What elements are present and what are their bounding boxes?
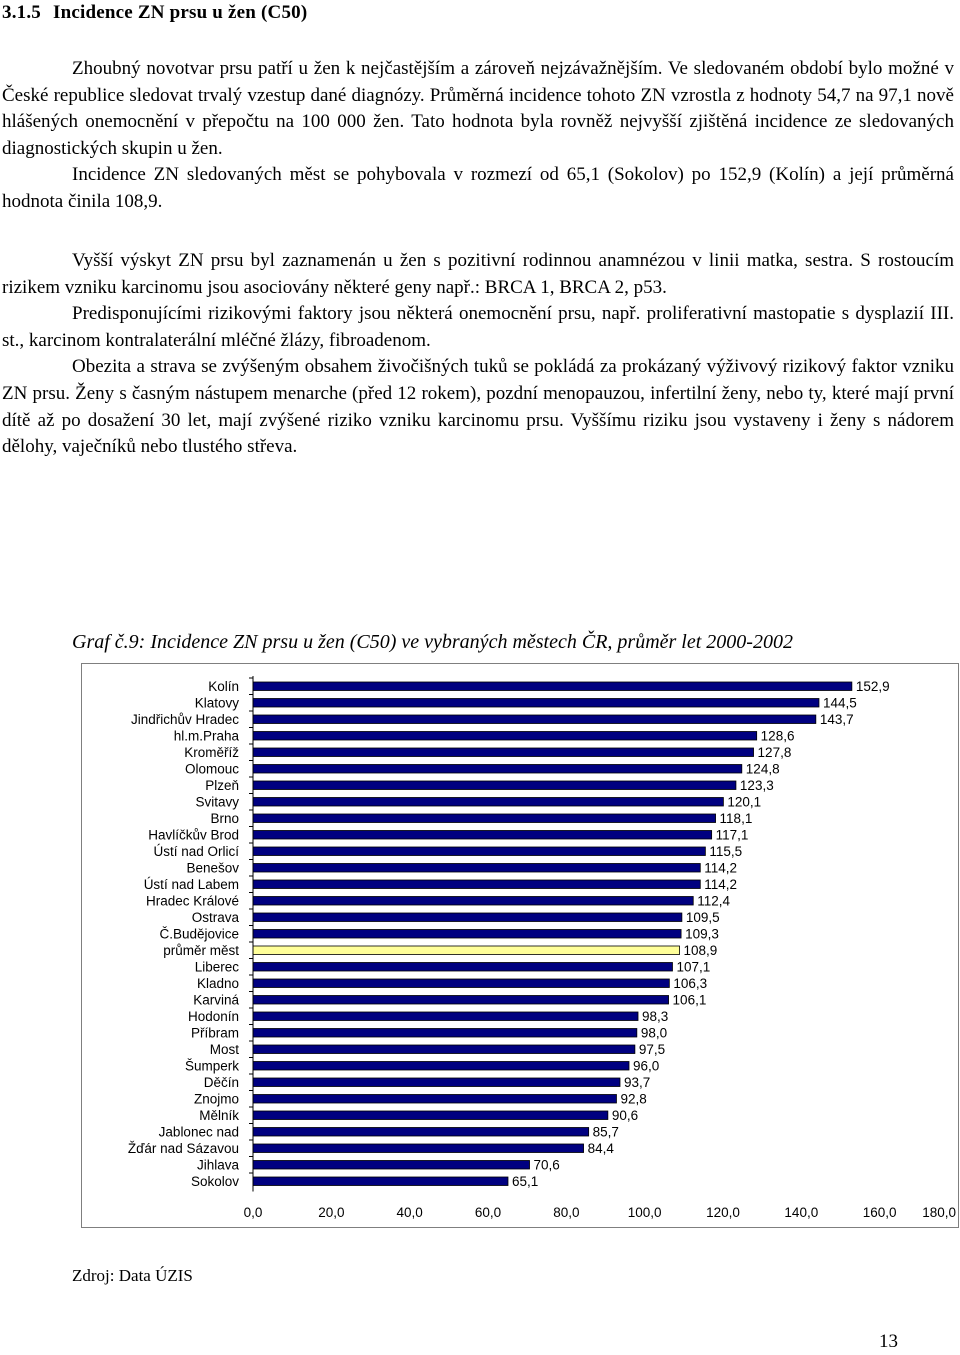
- value-label: 98,0: [640, 1025, 668, 1041]
- paragraph-3: Vyšší výskyt ZN prsu byl zaznamenán u žen s pozitivní rodinnou anamnézou v linii matka, sestra. S rostoucím rizikem vzniku karcinomu jsou asociovány některé geny např.: BRCA 1, BRCA 2, p53.: [2, 250, 954, 298]
- value-label: 128,6: [760, 728, 795, 744]
- x-tick-labels: [244, 1205, 956, 1220]
- text-block-1: [2, 56, 954, 216]
- category-label: průměr měst: [163, 942, 239, 958]
- bar: [253, 1177, 508, 1186]
- category-label: Havlíčkův Brod: [148, 827, 239, 843]
- value-label: 118,1: [719, 810, 753, 826]
- x-tick-label: 140,0: [784, 1205, 819, 1220]
- bar-chart: [82, 664, 958, 1227]
- value-label: 109,5: [685, 909, 720, 925]
- category-label: Jablonec nad: [158, 1124, 239, 1140]
- bar: [253, 1144, 584, 1153]
- category-label: Svitavy: [195, 794, 239, 810]
- bar: [253, 880, 700, 889]
- x-tick-label: 180,0: [922, 1205, 956, 1220]
- bar: [253, 864, 700, 873]
- bar: [253, 699, 819, 708]
- bar: [253, 1161, 530, 1170]
- value-label: 123,3: [739, 777, 774, 793]
- category-label: Hradec Králové: [145, 893, 239, 909]
- bar: [253, 1111, 608, 1120]
- figure-source: Zdroj: Data ÚZIS: [72, 1266, 193, 1285]
- value-label: 143,7: [819, 711, 854, 727]
- value-label: 120,1: [727, 794, 762, 810]
- value-label: 115,5: [709, 843, 743, 859]
- category-label: Plzeň: [205, 777, 239, 793]
- value-label: 84,4: [587, 1140, 614, 1156]
- page-number: 13: [879, 1331, 898, 1352]
- value-label: 106,3: [673, 975, 708, 991]
- bar: [253, 1012, 638, 1021]
- paragraph-4: Predisponujícími rizikovými faktory jsou některá onemocnění prsu, např. proliferativní mastopatie s dysplazií III. st., karcinom kontralaterální mléčné žlázy, fibroadenom.: [2, 303, 954, 351]
- section-number: 3.1.5: [2, 2, 41, 23]
- bar: [253, 1128, 589, 1137]
- value-label: 65,1: [511, 1173, 539, 1189]
- bar-average: [253, 946, 680, 955]
- figure-caption: Graf č.9: Incidence ZN prsu u žen (C50) ve vybraných městech ČR, průměr let 2000-2002: [72, 631, 793, 653]
- bar: [253, 814, 716, 823]
- value-label: 92,8: [620, 1091, 647, 1107]
- category-label: Olomouc: [184, 761, 239, 777]
- bar: [253, 996, 669, 1005]
- category-labels: [128, 679, 240, 1189]
- bar: [253, 913, 682, 922]
- value-label: 152,9: [855, 678, 890, 694]
- bar: [253, 798, 723, 807]
- value-label: 127,8: [757, 744, 792, 760]
- value-label: 107,1: [676, 959, 711, 975]
- bar: [253, 732, 757, 741]
- value-label: 93,7: [623, 1074, 651, 1090]
- category-label: Žďár nad Sázavou: [127, 1140, 239, 1156]
- section-heading: [2, 2, 307, 24]
- value-label: 98,3: [642, 1008, 669, 1024]
- category-label: hl.m.Praha: [173, 728, 239, 744]
- value-label: 112,4: [697, 893, 731, 909]
- bar: [253, 682, 852, 691]
- value-label: 124,8: [745, 761, 780, 777]
- value-label: 108,9: [683, 942, 718, 958]
- axes: [249, 676, 253, 1192]
- value-label: 144,5: [822, 695, 857, 711]
- bar: [253, 979, 669, 988]
- x-tick-label: 160,0: [862, 1205, 897, 1220]
- bar: [253, 1062, 629, 1071]
- value-label: 117,1: [715, 827, 749, 843]
- category-label: Ústí nad Labem: [143, 876, 239, 892]
- bar: [253, 715, 816, 724]
- value-label: 90,6: [611, 1107, 639, 1123]
- paragraph-5: Obezita a strava se zvýšeným obsahem živočišných tuků se pokládá za prokázaný výživový rizikový faktor vzniku ZN prsu. Ženy s časným nástupem menarche (před 12 rokem), pozdní menopauzou, infertilní ženy, nebo ty, které mají první dítě až po dosažení 30 let, mají zvýšené riziko vzniku karcinomu prsu. Vyššímu riziku jsou vystaveny i ženy s nádorem dělohy, vaječníků nebo tlustého střeva.: [2, 356, 954, 458]
- bar: [253, 963, 672, 972]
- value-label: 109,3: [685, 926, 719, 942]
- category-label: Klatovy: [194, 695, 239, 711]
- category-label: Příbram: [190, 1025, 239, 1041]
- x-tick-label: 40,0: [396, 1205, 423, 1220]
- category-label: Kladno: [196, 975, 239, 991]
- bar: [253, 765, 742, 774]
- bar: [253, 831, 712, 840]
- category-label: Liberec: [194, 959, 239, 975]
- value-label: 114,2: [704, 876, 738, 892]
- bar: [253, 748, 754, 757]
- category-label: Brno: [210, 810, 239, 826]
- section-title: Incidence ZN prsu u žen (C50): [53, 2, 308, 23]
- value-label: 106,1: [672, 992, 707, 1008]
- paragraph-2: Incidence ZN sledovaných měst se pohybovala v rozmezí od 65,1 (Sokolov) po 152,9 (Kolín) a její průměrná hodnota činila 108,9.: [2, 164, 954, 212]
- category-label: Mělník: [199, 1107, 239, 1123]
- category-label: Č.Budějovice: [159, 926, 239, 942]
- bar: [253, 1095, 616, 1104]
- value-label: 114,2: [704, 860, 738, 876]
- category-label: Kolín: [208, 678, 239, 694]
- category-label: Benešov: [186, 860, 239, 876]
- bar: [253, 1029, 637, 1038]
- x-tick-label: 0,0: [243, 1205, 263, 1220]
- category-label: Most: [209, 1041, 239, 1057]
- category-label: Ústí nad Orlicí: [153, 843, 239, 859]
- bar: [253, 847, 705, 856]
- bar: [253, 1078, 620, 1087]
- x-tick-label: 100,0: [627, 1205, 662, 1220]
- category-label: Ostrava: [191, 909, 239, 925]
- bar: [253, 930, 681, 939]
- category-label: Znojmo: [193, 1091, 239, 1107]
- category-label: Děčín: [203, 1074, 239, 1090]
- x-tick-label: 80,0: [553, 1205, 580, 1220]
- category-label: Šumperk: [184, 1058, 239, 1074]
- category-label: Jihlava: [196, 1157, 239, 1173]
- paragraph-1: Zhoubný novotvar prsu patří u žen k nejčastějším a zároveň nejzávažnějším. Ve sledovaném období bylo možné v České republice sledovat trvalý vzestup dané diagnózy. Průměrná incidence tohoto ZN vzrostla z hodnoty 54,7 na 97,1 nově hlášených onemocnění v přepočtu na 100 000 žen. Tato hodnota byla rovněž nejvyšší zjištěná incidence ze sledovaných diagnostických skupin u žen.: [2, 58, 954, 159]
- chart-frame: [81, 663, 959, 1228]
- bar: [253, 1045, 635, 1054]
- x-tick-label: 120,0: [706, 1205, 740, 1220]
- x-tick-label: 20,0: [318, 1205, 345, 1220]
- value-label: 97,5: [638, 1041, 666, 1057]
- bar: [253, 781, 736, 790]
- category-label: Kroměříž: [184, 744, 239, 760]
- text-block-2: [2, 248, 954, 461]
- value-label: 85,7: [592, 1124, 619, 1140]
- category-label: Jindřichův Hradec: [130, 711, 239, 727]
- value-label: 70,6: [533, 1157, 560, 1173]
- category-label: Hodonín: [187, 1008, 239, 1024]
- value-label: 96,0: [633, 1058, 660, 1074]
- category-label: Sokolov: [190, 1173, 239, 1189]
- category-label: Karviná: [193, 992, 239, 1008]
- bar: [253, 897, 693, 906]
- x-tick-label: 60,0: [474, 1205, 502, 1220]
